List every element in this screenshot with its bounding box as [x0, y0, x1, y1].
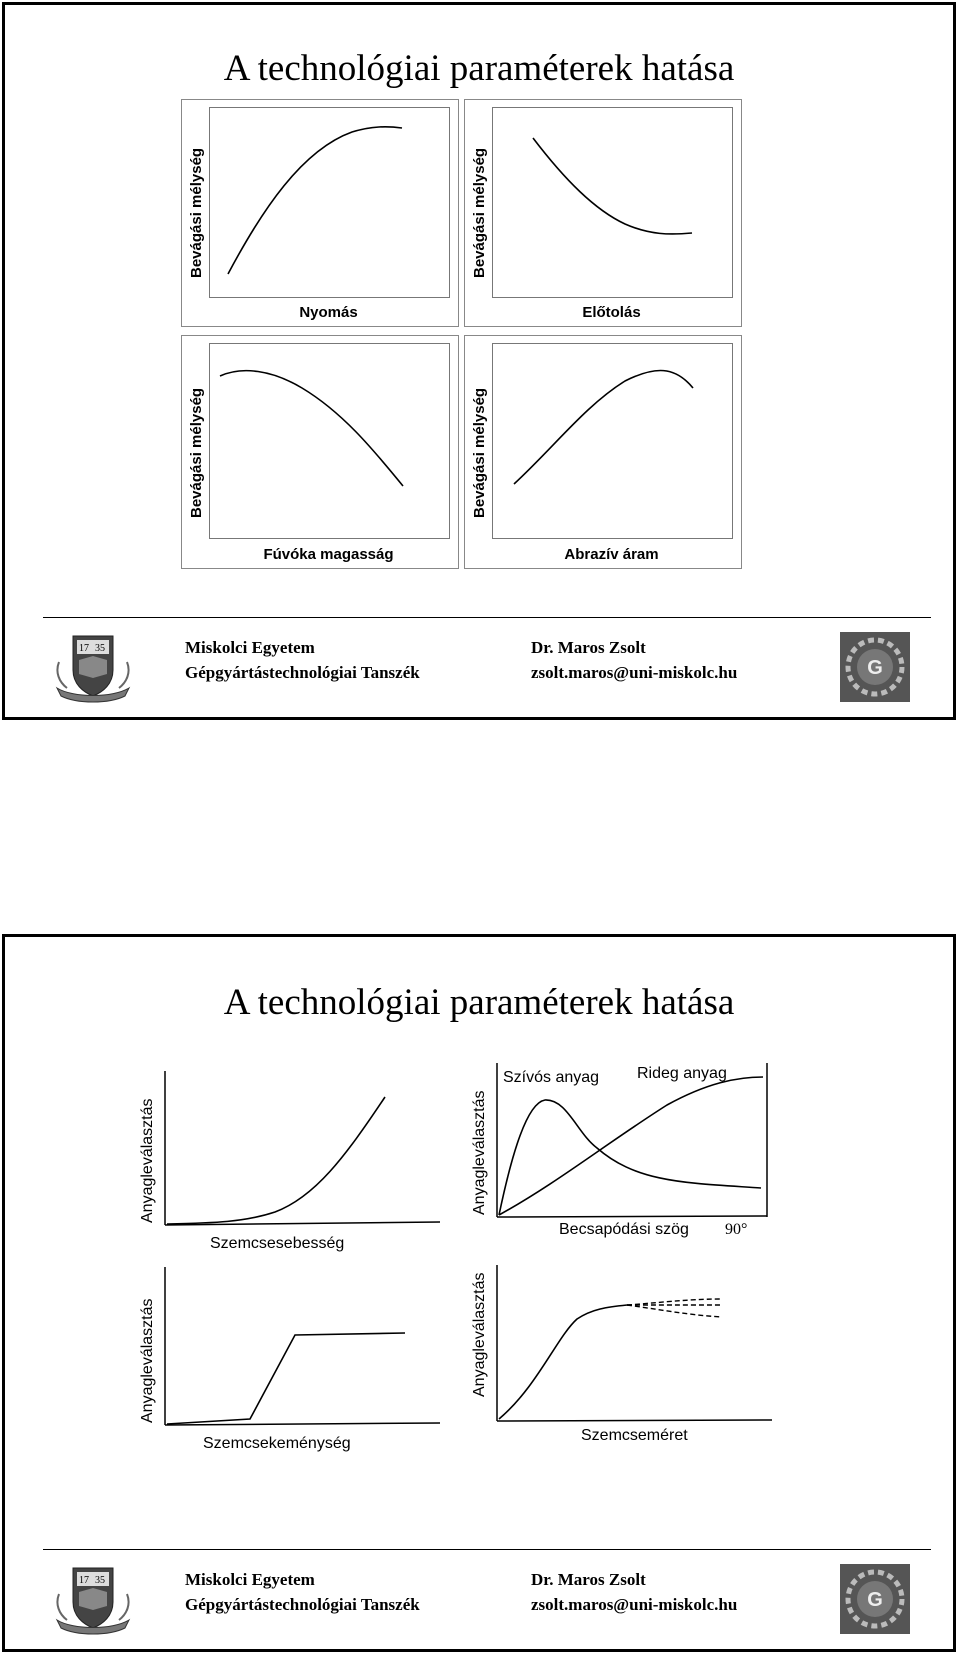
svg-text:17: 17 [79, 643, 89, 654]
chart-curve [182, 336, 458, 568]
svg-text:G: G [867, 1589, 883, 1611]
chart-particle-velocity [135, 1067, 465, 1267]
series-label-brittle: Rideg anyag [637, 1065, 727, 1082]
svg-text:17: 17 [79, 1575, 89, 1586]
chart-curve [182, 100, 458, 326]
x-axis-label: Abrazív áram [564, 546, 659, 563]
y-axis-label: Bevágási mélység [471, 147, 488, 278]
slide-title: A technológiai paraméterek hatása [223, 982, 735, 1023]
footer-department: Gépgyártástechnológiai Tanszék [185, 663, 420, 682]
chart-curve [465, 100, 741, 326]
svg-text:35: 35 [95, 643, 105, 654]
footer-university: Miskolci Egyetem [185, 638, 315, 657]
footer-author: Dr. Maros Zsolt [531, 638, 646, 657]
y-axis-label: Bevágási mélység [188, 387, 205, 518]
y-axis-label: Anyagleválasztás [139, 1098, 156, 1223]
y-axis-label: Bevágási mélység [471, 387, 488, 518]
x-axis-label: Szemcsekeménység [203, 1435, 351, 1452]
x-axis-label: Becsapódási szög [559, 1221, 689, 1238]
footer-email[interactable]: zsolt.maros@uni-miskolc.hu [531, 1595, 738, 1614]
footer-university: Miskolci Egyetem [185, 1570, 315, 1589]
svg-text:35: 35 [95, 1575, 105, 1586]
university-crest-icon [53, 1564, 135, 1638]
footer-divider [43, 1549, 931, 1550]
footer-author: Dr. Maros Zsolt [531, 1570, 646, 1589]
series-label-ductile: Szívós anyag [503, 1069, 600, 1086]
y-axis-label: Anyagleválasztás [139, 1298, 156, 1423]
y-axis-label: Bevágási mélység [188, 147, 205, 278]
slide-title: A technológiai paraméterek hatása [223, 48, 735, 89]
chart-impact-angle [467, 1043, 807, 1253]
x-axis-end-tick: 90° [725, 1221, 748, 1238]
x-axis-label: Előtolás [582, 304, 641, 321]
chart-particle-hardness [135, 1263, 465, 1463]
chart-panel-pressure [181, 99, 459, 327]
chart-panel-nozzle-height [181, 335, 459, 569]
footer-department: Gépgyártástechnológiai Tanszék [185, 1595, 420, 1614]
footer-email[interactable]: zsolt.maros@uni-miskolc.hu [531, 663, 738, 682]
university-crest-icon [53, 632, 135, 706]
x-axis-label: Szemcseméret [581, 1427, 688, 1444]
x-axis-label: Fúvóka magasság [263, 546, 394, 563]
y-axis-label: Anyagleválasztás [471, 1272, 488, 1397]
x-axis-label: Szemcsesebesség [210, 1235, 345, 1252]
chart-particle-size [467, 1257, 807, 1467]
chart-curve [465, 336, 741, 568]
svg-text:G: G [867, 657, 883, 679]
department-logo-icon [840, 632, 910, 702]
chart-curve [135, 1263, 465, 1463]
chart-panel-abrasive-flow [464, 335, 742, 569]
chart-panel-feed [464, 99, 742, 327]
x-axis-label: Nyomás [299, 304, 358, 321]
y-axis-label: Anyagleválasztás [471, 1090, 488, 1215]
footer-divider [43, 617, 931, 618]
slide-1 [2, 2, 956, 720]
slide-2 [2, 934, 956, 1652]
department-logo-icon [840, 1564, 910, 1634]
